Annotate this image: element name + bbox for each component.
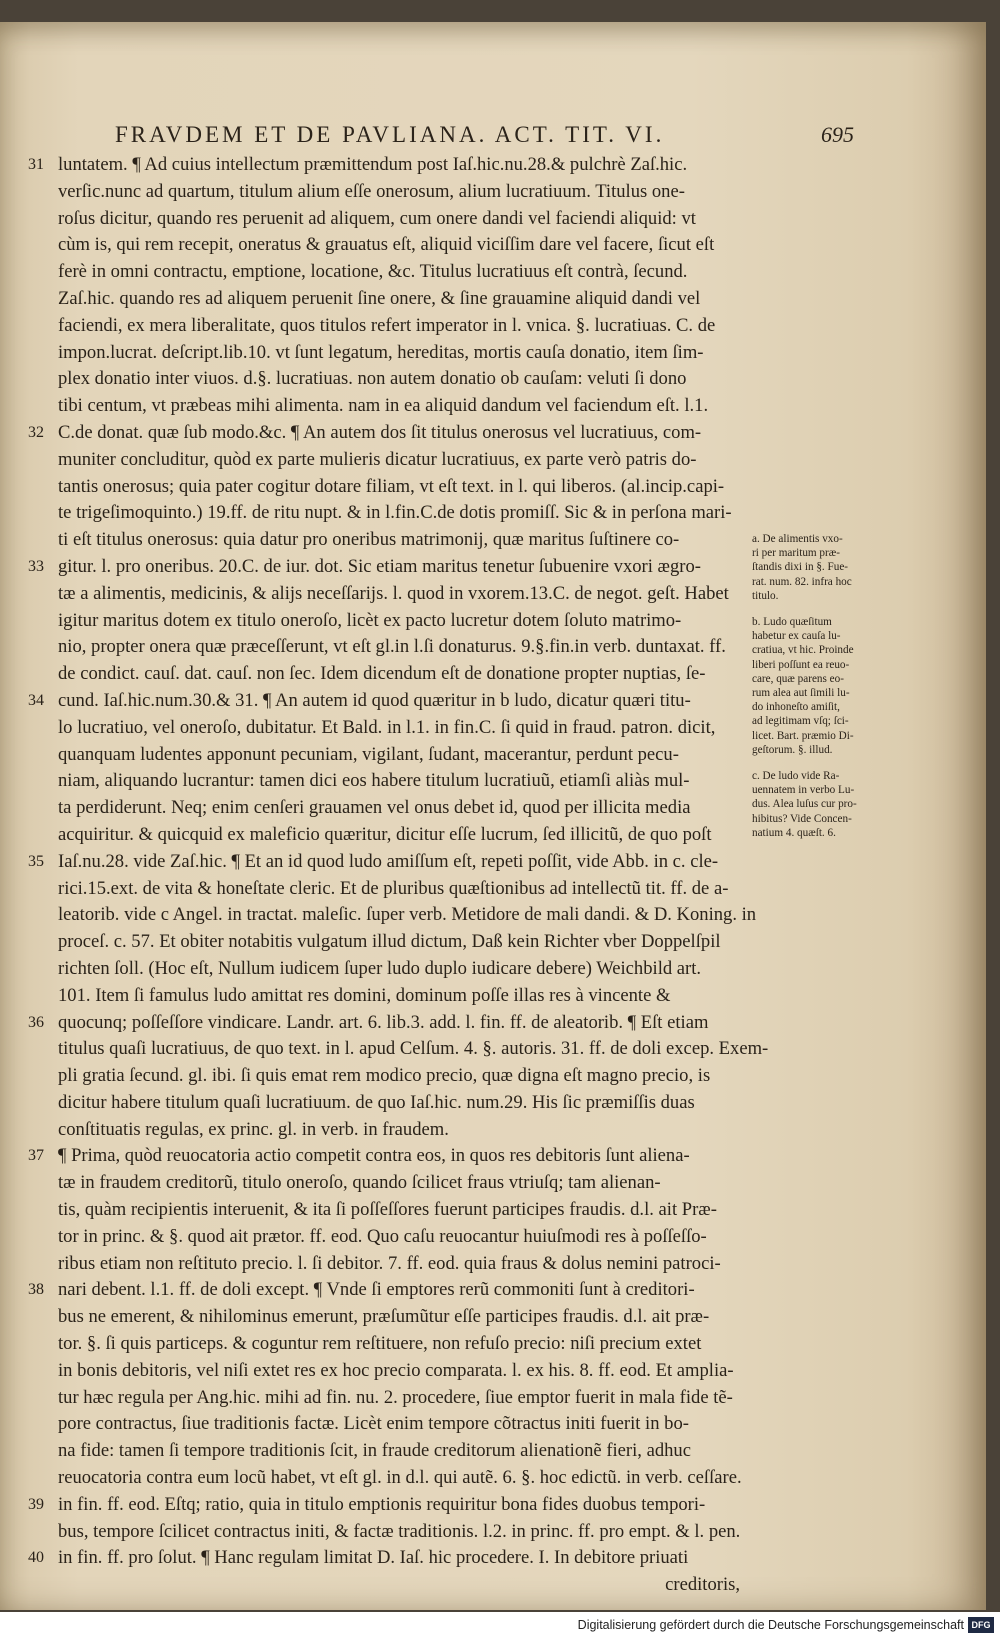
text-line bbox=[50, 956, 740, 983]
line-text: quanquam ludentes apponunt pecuniam, vigilant, ſudant, macerantur, perdunt pecu- bbox=[58, 743, 679, 765]
margin-note-line: do inhoneſto amiſit, bbox=[752, 701, 840, 714]
text-line bbox=[50, 474, 740, 501]
margin-note-line: geſtorum. §. illud. bbox=[752, 743, 833, 756]
text-line bbox=[50, 527, 740, 554]
line-number: 38 bbox=[28, 1281, 44, 1299]
text-line bbox=[50, 822, 740, 849]
margin-note-line: habetur ex cauſa lu- bbox=[752, 630, 841, 643]
margin-note bbox=[752, 615, 882, 757]
line-text: nio, propter onera quæ præceſſerunt, vt eſt gl.in l.ſi donaturus. 9.§.fin.in verb. duntaxat. ff. bbox=[58, 636, 726, 658]
line-number: 40 bbox=[28, 1549, 44, 1567]
text-line bbox=[50, 1411, 740, 1438]
text-line bbox=[28, 849, 740, 876]
text-line bbox=[50, 366, 740, 393]
line-text: in fin. ff. pro ſolut. ¶ Hanc regulam limitat D. Iaſ. hic procedere. I. In debitore priuati bbox=[58, 1547, 689, 1569]
text-line bbox=[50, 1090, 740, 1117]
line-text: tibi centum, vt præbeas mihi alimenta. nam in ea aliquid dandum vel faciendum eſt. l.1. bbox=[58, 395, 709, 417]
line-text: in bonis debitoris, vel niſi extet res ex hoc precio comparata. l. ex his. 8. ff. eod. Et amplia- bbox=[58, 1359, 734, 1381]
main-text-column bbox=[28, 152, 769, 1599]
text-line bbox=[50, 715, 740, 742]
margin-note-line: ri per maritum præ- bbox=[752, 547, 840, 560]
text-line bbox=[50, 313, 740, 340]
margin-note-line: a. De alimentis vxo- bbox=[752, 533, 843, 545]
line-text: tæ a alimentis, medicinis, & alijs neceſſarijs. l. quod in vxorem.13.C. de negot. geſt. Habet bbox=[58, 582, 729, 604]
text-line bbox=[50, 1036, 769, 1063]
text-line bbox=[28, 1492, 740, 1519]
text-line bbox=[28, 420, 740, 447]
dfg-logo: DFG bbox=[968, 1617, 994, 1633]
text-line bbox=[50, 1117, 740, 1144]
text-line bbox=[50, 902, 757, 929]
line-text: bus ne emerent, & nihilominus emerunt, præſumũtur eſſe participes fraudis. d.l. ait præ- bbox=[58, 1306, 710, 1328]
text-line bbox=[28, 554, 740, 581]
text-line bbox=[50, 179, 740, 206]
line-text: 101. Item ſi famulus ludo amittat res domini, dominum poſſe illas res à vincente & bbox=[58, 984, 671, 1006]
text-line bbox=[50, 1170, 740, 1197]
text-line bbox=[50, 983, 740, 1010]
text-line bbox=[50, 206, 740, 233]
funding-credit: Digitalisierung gefördert durch die Deutsche Forschungsgemeinschaft bbox=[577, 1618, 964, 1632]
text-line bbox=[50, 634, 740, 661]
line-text: na fide: tamen ſi tempore traditionis ſcit, in fraude creditorum alienationẽ fieri, adhuc bbox=[58, 1440, 691, 1462]
text-line bbox=[50, 1063, 740, 1090]
text-line bbox=[50, 1331, 740, 1358]
margin-note-line: rum alea aut ſimili lu- bbox=[752, 687, 850, 700]
margin-note-line: rat. num. 82. infra hoc bbox=[752, 575, 852, 588]
line-text: acquiritur. & quicquid ex maleficio quæritur, dicitur eſſe lucrum, ſed illicitũ, de quo poſt bbox=[58, 823, 712, 845]
line-text: cund. Iaſ.hic.num.30.& 31. ¶ An autem id quod quæritur in b ludo, dicatur quæri titu- bbox=[58, 689, 691, 711]
line-text: de condict. cauſ. dat. cauſ. non ſec. Idem dicendum eſt de donatione propter nuptias, ſe- bbox=[58, 663, 706, 685]
line-text: niam, aliquando lucrantur: tamen dici eos habere titulum lucratiuũ, etiamſi aliàs mul- bbox=[58, 770, 690, 792]
line-number: 33 bbox=[28, 557, 44, 575]
margin-note-line: c. De ludo vide Ra- bbox=[752, 770, 840, 783]
running-header bbox=[115, 122, 855, 148]
margin-note-line: licet. Bart. præmio Di- bbox=[752, 729, 854, 742]
line-number: 31 bbox=[28, 156, 44, 173]
line-text: ¶ Prima, quòd reuocatoria actio competit contra eos, in quos res debitoris ſunt aliena- bbox=[58, 1145, 690, 1167]
line-text: titulus quaſi lucratiuus, de quo text. in l. apud Celſum. 4. §. autoris. 31. ff. de doli excep. Exem- bbox=[58, 1038, 769, 1060]
footer-bar bbox=[0, 1612, 1000, 1640]
line-text: dicitur habere titulum quaſi lucratiuum. de quo Iaſ.hic. num.29. His ſic præmiſſis duas bbox=[58, 1091, 695, 1113]
margin-note bbox=[752, 769, 882, 840]
text-line bbox=[50, 581, 740, 608]
margin-note-line: care, quæ parens eo- bbox=[752, 672, 844, 685]
text-line bbox=[50, 500, 740, 527]
line-text: ta perdiderunt. Neq; enim cenſeri grauamen vel onus debet id, quod per illicita media bbox=[58, 797, 691, 819]
line-text: pli gratia ſecund. gl. ibi. ſi quis emat rem modico precio, quæ digna eſt magno precio, is bbox=[58, 1065, 711, 1087]
line-text: richten ſoll. (Hoc eſt, Nullum iudicem ſuper ludo duplo iudicare debere) Weichbild art. bbox=[58, 957, 702, 979]
header-title: FRAVDEM ET DE PAVLIANA. ACT. TIT. VI. bbox=[115, 122, 665, 147]
margin-note-line: dus. Alea luſus cur pro- bbox=[752, 798, 857, 811]
line-text: faciendi, ex mera liberalitate, quos titulos refert imperator in l. vnica. §. lucratiuas. C. de bbox=[58, 314, 716, 336]
line-text: impon.lucrat. deſcript.lib.10. vt ſunt legatum, hereditas, mortis cauſa donatio, item ſim- bbox=[58, 341, 704, 363]
line-text: plex donatio inter viuos. d.§. lucratiuas. non autem donatio ob cauſam: veluti ſi dono bbox=[58, 368, 687, 390]
margin-note-line: titulo. bbox=[752, 589, 779, 602]
line-text: tor. §. ſi quis particeps. & coguntur rem reſtituere, non refuſo precio: niſi precium extet bbox=[58, 1333, 702, 1355]
margin-note-line: hibitus? Vide Concen- bbox=[752, 812, 852, 825]
line-text: gitur. l. pro oneribus. 20.C. de iur. dot. Sic etiam maritus tenetur ſubuenire vxori ægro- bbox=[58, 555, 701, 577]
line-text: quocunq; poſſeſſore vindicare. Landr. art. 6. lib.3. add. l. fin. ff. de aleatorib. ¶ Eſt etiam bbox=[58, 1011, 709, 1033]
text-line bbox=[50, 1304, 740, 1331]
text-line bbox=[50, 1197, 740, 1224]
text-line bbox=[28, 1010, 740, 1037]
text-line bbox=[50, 232, 740, 259]
line-text: conſtituatis regulas, ex princ. gl. in verb. in fraudem. bbox=[58, 1118, 449, 1140]
line-text: roſus dicitur, quando res peruenit ad aliquem, cum onere dandi vel faciendi aliquid: vt bbox=[58, 207, 696, 229]
text-line bbox=[50, 1465, 740, 1492]
margin-note-line: ad legitimam vſq; ſci- bbox=[752, 715, 849, 728]
text-line bbox=[50, 929, 740, 956]
margin-note-line: cratiua, vt hic. Proinde bbox=[752, 644, 854, 657]
line-text: nari debent. l.1. ff. de doli except. ¶ Vnde ſi emptores rerũ commoniti ſunt à creditori- bbox=[58, 1279, 695, 1301]
line-number: 34 bbox=[28, 691, 44, 709]
text-line bbox=[50, 393, 740, 420]
line-text: in fin. ff. eod. Eſtq; ratio, quia in titulo emptionis requiritur bona fides duobus tempori- bbox=[58, 1493, 706, 1515]
line-number: 36 bbox=[28, 1013, 44, 1031]
line-number: 32 bbox=[28, 423, 44, 441]
text-line bbox=[50, 795, 740, 822]
margin-note-line: natium 4. quæſt. 6. bbox=[752, 826, 836, 839]
line-text: tantis onerosus; quia pater cogitur dotare filiam, vt eſt text. in l. qui liberos. (al.incip.capi- bbox=[58, 475, 725, 497]
text-line bbox=[50, 286, 740, 313]
line-text: luntatem. ¶ Ad cuius intellectum præmittendum post Iaſ.hic.nu.28.& pulchrè Zaſ.hic. bbox=[58, 154, 688, 175]
text-line bbox=[50, 876, 740, 903]
line-text: tæ in fraudem creditorũ, titulo oneroſo, quando ſcilicet fraus vtriuſq; tam alienan- bbox=[58, 1172, 661, 1194]
text-line bbox=[28, 1545, 740, 1572]
line-text: Iaſ.nu.28. vide Zaſ.hic. ¶ Et an id quod ludo amiſſum eſt, repeti poſſit, vide Abb. in c. cle- bbox=[58, 850, 719, 872]
text-line bbox=[50, 768, 740, 795]
line-text: muniter concluditur, quòd ex parte mulieris dicatur lucratiuus, ex parte verò patris do- bbox=[58, 448, 697, 470]
text-line bbox=[50, 1224, 740, 1251]
line-text: C.de donat. quæ ſub modo.&c. ¶ An autem dos ſit titulus onerosus vel lucratiuus, com- bbox=[58, 421, 702, 443]
margin-note-line: ſtandis dixi in §. Fue- bbox=[752, 561, 849, 574]
text-line bbox=[50, 447, 740, 474]
line-text: ti eſt titulus onerosus: quia datur pro oneribus matrimonij, quæ maritus ſuſtinere co- bbox=[58, 529, 680, 551]
line-text: verſic.nunc ad quartum, titulum alium eſſe onerosum, alium lucratiuum. Titulus one- bbox=[58, 180, 685, 202]
line-text: proceſ. c. 57. Et obiter notabitis vulgatum illud dictum, Daß kein Richter vber Doppelſpil bbox=[58, 931, 721, 953]
text-line bbox=[50, 1572, 740, 1599]
line-text: rici.15.ext. de vita & honeſtate cleric. Et de pluribus quæſtionibus ad intellectũ tit. ff. de a- bbox=[58, 877, 729, 899]
text-line bbox=[50, 340, 740, 367]
margin-note-line: uennatem in verbo Lu- bbox=[752, 784, 855, 797]
line-text: tur hæc regula per Ang.hic. mihi ad fin. nu. 2. procedere, ſiue emptor fuerit in mala fide tẽ- bbox=[58, 1386, 733, 1408]
line-text: te trigeſimoquinto.) 19.ff. de ritu nupt. & in l.fin.C.de dotis promiſſ. Sic & in perſona mari- bbox=[58, 502, 732, 524]
line-text: ribus etiam non reſtituto precio. l. ſi debitor. 7. ff. eod. quia fraus & dolus nemini patroci- bbox=[58, 1252, 721, 1274]
text-line bbox=[50, 1358, 740, 1385]
text-line bbox=[28, 152, 740, 179]
margin-note bbox=[752, 532, 882, 603]
line-text: pore contractus, ſiue traditionis factæ. Licèt enim tempore cõtractus initi fuerit in bo- bbox=[58, 1413, 689, 1435]
text-line bbox=[50, 1519, 740, 1546]
text-line bbox=[50, 1385, 740, 1412]
text-line bbox=[50, 661, 740, 688]
line-text: ferè in omni contractu, emptione, locatione, &c. Titulus lucratiuus eſt contrà, ſecund. bbox=[58, 261, 688, 283]
line-text: tis, quàm recipientis interuenit, & ita ſi poſſeſſores fuerunt participes fraudis. d.l. ait Præ- bbox=[58, 1199, 717, 1221]
text-line bbox=[50, 742, 740, 769]
margin-note-line: b. Ludo quæſitum bbox=[752, 616, 832, 629]
line-text: Zaſ.hic. quando res ad aliquem peruenit ſine onere, & ſine grauamine aliquid dandi vel bbox=[58, 287, 701, 309]
margin-notes bbox=[752, 532, 882, 852]
line-text: creditoris, bbox=[665, 1574, 740, 1596]
text-line bbox=[28, 1143, 740, 1170]
line-text: lo lucratiuo, vel oneroſo, dubitatur. Et Bald. in l.1. in fin.C. ſi quid in fraud. patron. dicit, bbox=[58, 716, 716, 738]
line-number: 35 bbox=[28, 852, 44, 870]
line-text: cùm is, qui rem recepit, oneratus & grauatus eſt, aliquid viciſſim dare vel facere, ſicut eſt bbox=[58, 234, 715, 256]
line-text: bus, tempore ſcilicet contractus initi, & factæ traditionis. l.2. in princ. ff. pro empt. & l. pen. bbox=[58, 1520, 741, 1542]
text-line bbox=[50, 1438, 740, 1465]
text-line bbox=[28, 1277, 740, 1304]
line-number: 37 bbox=[28, 1147, 44, 1165]
line-text: leatorib. vide c Angel. in tractat. maleſic. ſuper verb. Metidore de mali dandi. & D. Koning. in bbox=[58, 904, 757, 926]
text-line bbox=[28, 688, 740, 715]
line-text: igitur maritus dotem ex titulo oneroſo, licèt ex pacto lucretur dotem ſoluto matrimo- bbox=[58, 609, 682, 631]
line-text: tor in princ. & §. quod ait prætor. ff. eod. Quo caſu reuocantur huiuſmodi res à poſſeſſo- bbox=[58, 1225, 707, 1247]
margin-note-line: liberi poſſunt ea reuo- bbox=[752, 658, 850, 671]
line-number: 39 bbox=[28, 1495, 44, 1513]
text-line bbox=[50, 608, 740, 635]
text-line bbox=[50, 259, 740, 286]
page-number: 695 bbox=[821, 122, 854, 147]
line-text: reuocatoria contra eum locũ habet, vt eſt gl. in d.l. qui autẽ. 6. §. hoc edictũ. in verb. ceſſare. bbox=[58, 1467, 742, 1489]
text-line bbox=[50, 1251, 740, 1278]
